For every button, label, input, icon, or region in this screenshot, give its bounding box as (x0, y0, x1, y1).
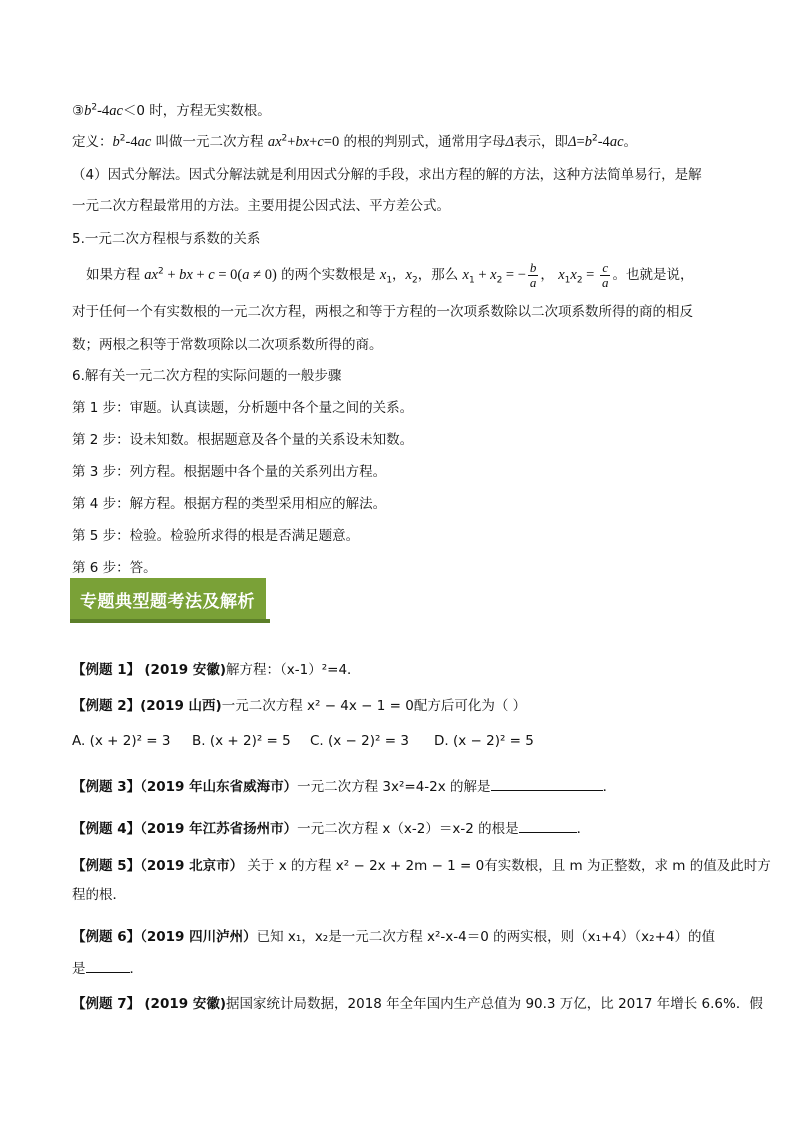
definition-end: 。 (623, 134, 637, 150)
example-3-source: （2019 年山东省威海市） (140, 779, 298, 795)
answer-blank (86, 958, 130, 973)
example-7-source: (2019 安徽) (144, 996, 227, 1012)
option-b: B. (x + 2)² = 5 (192, 733, 291, 749)
example-5-tag: 【例题 5】 (72, 858, 141, 874)
vieta-line: 如果方程 $ax^2$ + bx + c = 0(a ≠ 0) 的两个实数根是 $x_1$，$x_2$，那么 $x_1 + x_2$ = − $\frac{b}{a}$ ， $x_1x_2$ = $\frac{c}{a}$ 。也就是说， (86, 259, 694, 290)
section5-line-2: 对于任何一个有实数根的一元二次方程，两根之和等于方程的一次项系数除以二次项系数所得的商的相反 (72, 304, 693, 320)
step-5: 第 5 步：检验。检验所求得的根是否满足题意。 (72, 528, 360, 544)
example-6-tag: 【例题 6】 (72, 929, 141, 945)
example-2 (72, 696, 526, 716)
vieta-tail: 。也就是说， (612, 267, 694, 283)
example-1-source: (2019 安徽) (144, 662, 227, 678)
factor-line-1: （4）因式分解法。因式分解法就是利用因式分解的手段，求出方程的解的方法，这种方法简单易行，是解 (72, 167, 702, 183)
definition-text-1: 叫做一元二次方程 (155, 134, 264, 150)
option-d: D. (x − 2)² = 5 (434, 733, 534, 749)
example-4 (72, 818, 590, 839)
example-6-source: （2019 四川泸州） (140, 929, 257, 945)
example-2-text: 一元二次方程 x² − 4x − 1 = 0配方后可化为（ ） (221, 698, 527, 714)
example-4-end: ． (576, 821, 591, 837)
example-2-source: (2019 山西) (140, 698, 222, 714)
case3-circle: ③ (72, 103, 85, 119)
example-5 (72, 856, 771, 876)
example-3-end: ． (602, 779, 617, 795)
definition-text-2: 的根的判别式，通常用字母 (343, 134, 506, 150)
example-6-text: 已知 x₁，x₂是一元二次方程 x²-x-4＝0 的两实根，则（x₁+4）（x₂+4）的值 (256, 929, 715, 945)
example-7-text: 据国家统计局数据，2018 年全年国内生产总值为 90.3 万亿，比 2017 年增长 6.6%．假 (226, 996, 763, 1012)
definition-text-3: 表示，即 (514, 134, 569, 150)
vieta-then: ，那么 (417, 267, 459, 283)
example-1-text: 解方程：（x-1）²=4． (226, 662, 361, 678)
example-6 (72, 927, 715, 947)
section5-heading: 5.一元二次方程根与系数的关系 (72, 231, 261, 247)
case3-text: ＜0 时，方程无实数根。 (122, 103, 271, 119)
example-6-line-2 (72, 958, 143, 979)
example-3-text: 一元二次方程 3x²=4-2x 的解是 (297, 779, 491, 795)
banner-shadow (70, 619, 270, 623)
example-4-source: （2019 年江苏省扬州市） (140, 821, 298, 837)
definition-line: 定义：$b^2-4ac$ 叫做一元二次方程 $ax^2+bx+c=0$ 的根的判别式，通常用字母Δ表示，即$\Delta=b^2-4ac$。 (72, 133, 637, 150)
section-banner (70, 578, 270, 622)
example-5-source: （2019 北京市） (140, 858, 244, 874)
example-1 (72, 660, 361, 680)
example-4-text: 一元二次方程 x（x-2）＝x-2 的根是 (297, 821, 519, 837)
example-5-line-2: 程的根． (72, 887, 126, 903)
case3-line: $③b^2-4ac<0$ 时，方程无实数根。 (72, 102, 271, 119)
example-6-end: ． (129, 961, 143, 977)
section5-line-3: 数；两根之积等于常数项除以二次项系数所得的商。 (72, 337, 383, 353)
step-4: 第 4 步：解方程。根据方程的类型采用相应的解法。 (72, 496, 387, 512)
answer-blank (491, 776, 603, 791)
vieta-mid: 的两个实数根是 (281, 267, 376, 283)
example-3 (72, 776, 616, 797)
example-5-text: 关于 x 的方程 x² − 2x + 2m − 1 = 0有实数根，且 m 为正整数，求 m 的值及此时方 (243, 858, 771, 874)
option-c: C. (x − 2)² = 3 (310, 733, 409, 749)
vieta-lead: 如果方程 (86, 267, 140, 283)
fraction-b-over-a: $\frac{b}{a}$ (529, 259, 537, 290)
definition-eq: =0 (323, 134, 340, 150)
section6-heading: 6.解有关一元二次方程的实际问题的一般步骤 (72, 368, 342, 384)
example-6-line-2-text: 是 (72, 961, 86, 977)
definition-prefix: 定义： (72, 134, 113, 150)
example-3-tag: 【例题 3】 (72, 779, 141, 795)
option-a: A. (x + 2)² = 3 (72, 733, 171, 749)
example-2-tag: 【例题 2】 (72, 698, 141, 714)
step-3: 第 3 步：列方程。根据题中各个量的关系列出方程。 (72, 464, 387, 480)
example-7 (72, 994, 763, 1014)
example-4-tag: 【例题 4】 (72, 821, 141, 837)
factor-line-2: 一元二次方程最常用的方法。主要用提公因式法、平方差公式。 (72, 198, 450, 214)
example-2-options (72, 731, 534, 751)
step-1: 第 1 步：审题。认真读题，分析题中各个量之间的关系。 (72, 400, 414, 416)
banner-title: 专题典型题考法及解析 (80, 592, 255, 612)
fraction-c-over-a: $\frac{c}{a}$ (601, 259, 609, 290)
step-6: 第 6 步：答。 (72, 560, 157, 576)
example-1-tag: 【例题 1】 (72, 662, 141, 678)
answer-blank (519, 818, 577, 833)
step-2: 第 2 步：设未知数。根据题意及各个量的关系设未知数。 (72, 432, 414, 448)
example-7-tag: 【例题 7】 (72, 996, 141, 1012)
